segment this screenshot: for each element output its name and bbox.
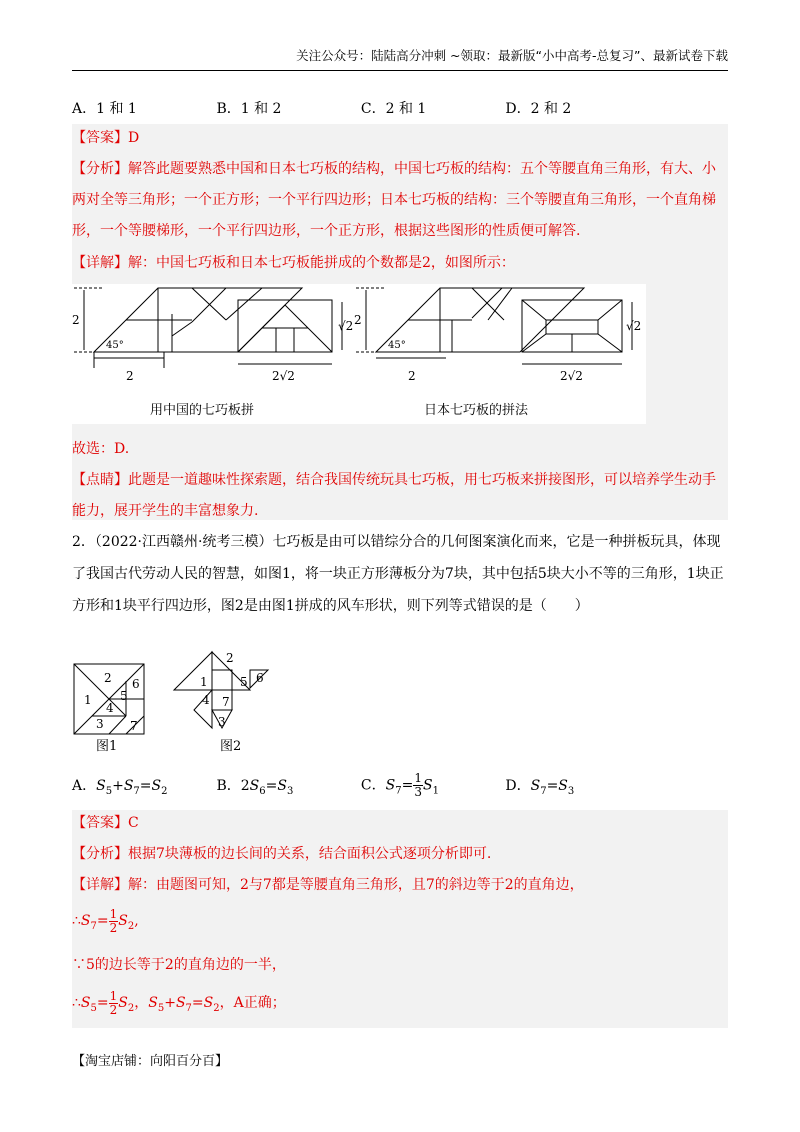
- fig2-piece-4: 4: [202, 693, 210, 707]
- q2-stem: 2．（2022·江西赣州·统考三模）七巧板是由可以错综分合的几何图案演化而来，它是一种拼板玩具，体现了我国古代劳动人民的智慧，如图1，将一块正方形薄板分为7块，其中包括5块大小不等的三角形，1块正方形和1块平行四边形，图2是由图1拼成的风车形状，则下列等式错误的是（ ）: [72, 534, 724, 614]
- dim-2-right: 2: [354, 313, 362, 327]
- fig1-piece-1: 1: [84, 693, 92, 707]
- tangram-figure: [72, 284, 646, 424]
- q2-analysis: 【分析】根据7块薄板的边长间的关系，结合面积公式逐项分析即可.: [72, 846, 492, 862]
- q2-option-b: B．$2S_6=S_3$: [216, 777, 294, 797]
- q2-eq2: $\therefore S_5=$ $\frac{1}{2}$ $S_2$，$S_5+S_7=S_2$，A正确；: [72, 988, 286, 1017]
- q2-eq1: $\therefore S_7=$ $\frac{1}{2}$ $S_2$,: [72, 906, 139, 935]
- page-header: 关注公众号：陆陆高分冲刺 ~领取：最新版“小中高考-总复习”、最新试卷下载: [296, 48, 728, 63]
- fig2-piece-7: 7: [222, 695, 230, 709]
- q1-options: [72, 98, 571, 118]
- dim-2-left: 2: [72, 313, 80, 327]
- q2-option-c: C．$S_7=$ $\frac{1}{3}$ $S_1$: [360, 771, 439, 799]
- q2-answer: 【答案】C: [72, 815, 139, 831]
- q2-option-a: A．$S_5+S_7=S_2$: [72, 777, 168, 797]
- dim-2-bottom-left: 2: [126, 369, 134, 383]
- q1-analysis: 【分析】解答此题要熟悉中国和日本七巧板的结构，中国七巧板的结构：五个等腰直角三角形，有大、小两对全等三角形；一个正方形；一个平行四边形；日本七巧板的结构：三个等腰直角三角形，一个直角梯形，一个等腰梯形，一个平行四边形，一个正方形，根据这些图形的性质便可解答.: [72, 161, 716, 239]
- q2-option-d: D．$S_7=S_3$: [505, 777, 575, 797]
- fig1-piece-7: 7: [130, 719, 138, 733]
- fig1-piece-6: 6: [132, 677, 140, 691]
- q1-comment: 【点睛】此题是一道趣味性探索题，结合我国传统玩具七巧板，用七巧板来拼接图形，可以培养学生动手能力，展开学生的丰富想象力.: [72, 472, 716, 519]
- fig1-piece-2: 2: [104, 671, 112, 685]
- option-a: A．1 和 1: [72, 101, 137, 117]
- page-footer: 【淘宝店铺：向阳百分百】: [72, 1054, 229, 1069]
- angle-45-right: 45°: [388, 340, 406, 351]
- fig1-piece-3: 3: [96, 717, 104, 731]
- dim-root2-left: √2: [338, 319, 354, 333]
- dim-2-bottom-right: 2: [408, 369, 416, 383]
- fig2-piece-5: 5: [240, 675, 248, 689]
- q2-options: [72, 772, 574, 799]
- fig2-piece-3: 3: [218, 715, 226, 729]
- fig2-piece-6: 6: [256, 671, 264, 685]
- angle-45-left: 45°: [106, 340, 124, 351]
- option-b: B．1 和 2: [216, 101, 282, 117]
- option-d: D．2 和 2: [505, 101, 572, 117]
- dim-root2-right: √2: [626, 319, 642, 333]
- fig1-piece-4: 4: [106, 701, 114, 715]
- q2-detail: 【详解】解：由题图可知，2与7都是等腰直角三角形，且7的斜边等于2的直角边，: [72, 877, 584, 893]
- q1-detail: 【详解】解：中国七巧板和日本七巧板能拼成的个数都是2，如图所示：: [72, 255, 515, 271]
- fig2-caption: 图2: [220, 739, 242, 754]
- option-c: C．2 和 1: [360, 101, 427, 117]
- dim-2root2-left: 2√2: [272, 369, 295, 383]
- caption-chinese: 用中国的七巧板拼: [150, 403, 255, 418]
- header-rule: [72, 70, 728, 71]
- fig2-piece-2: 2: [226, 651, 234, 665]
- caption-japanese: 日本七巧板的拼法: [424, 403, 529, 418]
- q2-figures: [70, 626, 310, 760]
- fig1-caption: 图1: [96, 739, 118, 754]
- fig1-piece-5: 5: [120, 689, 128, 703]
- dim-2root2-right: 2√2: [560, 369, 583, 383]
- q2-line2: ∵5的边长等于2的直角边的一半，: [72, 957, 286, 973]
- q1-choice: 故选：D.: [72, 441, 130, 457]
- fig2-piece-1: 1: [200, 675, 208, 689]
- q1-answer: 【答案】D: [72, 130, 140, 146]
